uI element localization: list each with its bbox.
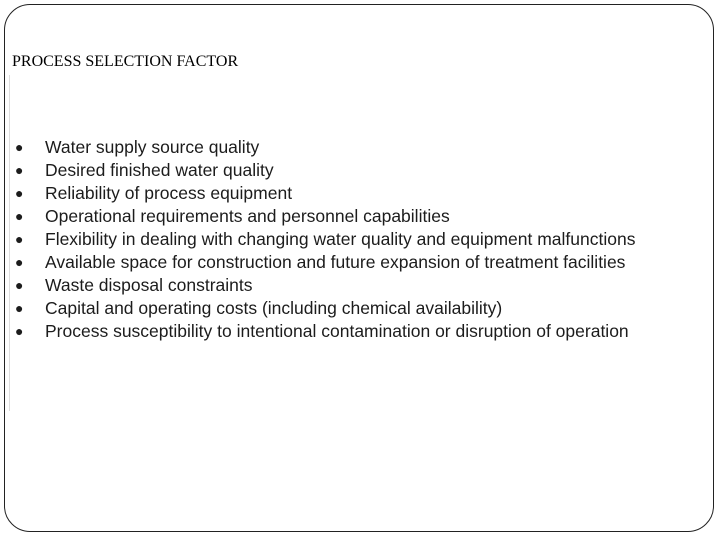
list-item <box>13 205 675 227</box>
bullet-icon: ● <box>15 231 24 247</box>
bullet-icon: ● <box>15 139 24 155</box>
slide-title: PROCESS SELECTION FACTOR <box>12 53 239 70</box>
list-item <box>13 136 675 158</box>
bullet-icon: ● <box>15 300 24 316</box>
slide-frame <box>4 4 714 532</box>
list-item-text: Operational requirements and personnel capabilities <box>45 206 450 226</box>
list-item-text: Flexibility in dealing with changing water quality and equipment malfunctions <box>45 229 636 249</box>
list-item-text: Reliability of process equipment <box>45 183 293 203</box>
bullet-icon: ● <box>15 323 24 339</box>
list-item <box>13 297 675 319</box>
list-item <box>13 159 675 181</box>
list-item <box>13 274 675 296</box>
list-item <box>13 182 675 204</box>
list-item-text: Waste disposal constraints <box>45 275 253 295</box>
factor-list <box>13 136 675 343</box>
list-item-text: Capital and operating costs (including chemical availability) <box>45 298 503 318</box>
list-item <box>13 251 675 273</box>
list-item-text: Water supply source quality <box>45 137 260 157</box>
bullet-icon: ● <box>15 185 24 201</box>
list-item-text: Process susceptibility to intentional contamination or disruption of operation <box>45 321 629 341</box>
bullet-icon: ● <box>15 277 24 293</box>
list-item-text: Available space for construction and future expansion of treatment facilities <box>45 252 626 272</box>
list-item <box>13 228 675 250</box>
bullet-icon: ● <box>15 162 24 178</box>
bullet-icon: ● <box>15 254 24 270</box>
list-item <box>13 320 675 342</box>
bullet-icon: ● <box>15 208 24 224</box>
list-item-text: Desired finished water quality <box>45 160 274 180</box>
slide-divider <box>9 75 10 411</box>
